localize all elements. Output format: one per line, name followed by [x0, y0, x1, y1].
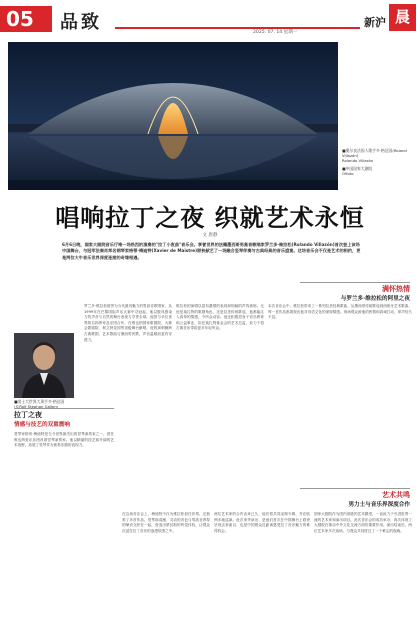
- body-text: 罗兰多·维拉松被誉为当代最具魅力的男高音歌唱家，从1999年在巴黎国际声乐大赛中夺冠起，他以极具感染力的声音与自然的舞台表现力享誉全球。他曾与多位世界知名指挥家及乐团合作，在维也纳国家歌剧院、大都会歌剧院、柯文特花园等顶级舞台献唱。他的演唱横跨古典歌剧、艺术歌曲与墨西哥民歌，声音温暖而富有穿透力。: [84, 304, 172, 342]
- article-title: 唱响拉丁之夜 织就艺术永恒: [55, 204, 365, 232]
- caption-line: ■男士大世界大事手多·格达因: [14, 399, 65, 404]
- theater-illustration: [8, 42, 338, 190]
- section-subheading: 男力士与音乐界深度合作: [348, 502, 410, 508]
- section-name: 品致: [60, 12, 102, 33]
- section-heading: 拉丁之夜: [14, 411, 42, 419]
- hero-photo-theater: [8, 42, 338, 190]
- lead-paragraph: 6月6日晚，国家大剧院音乐厅唯一场热烈的演奏的"拉丁小夜曲"音乐会。享誉世界的法籍墨西哥男高音歌唱家罗兰多·维拉松(Rolando Villazón)首次登上该场中国舞台，与冠军法裔肖邦名钢琴家格蒂·梅迪特(Xavier de Maistre)联袂献艺了一场融合竖琴伴奏与古典经典的音乐盛宴。这场音乐会不仅是艺术的相约，更是两位大牛音乐世界深度连接的奇缘相遇。: [62, 242, 361, 260]
- body-text: 本次音乐会中，维拉松带来了一系列拉美经典歌曲，从墨西哥传统歌谣到西班牙艺术歌曲，每一首作品都展现出他对母语文化的深厚情感。现场观众被他的热情和真诚打动，掌声经久不息。: [268, 304, 412, 320]
- page-number: 05: [0, 6, 52, 32]
- masthead: [0, 0, 420, 53]
- section-heading: 艺术共鸣: [382, 491, 410, 499]
- body-text: 维拉松的演唱以富有激情的表现和细腻的声线著称。无论是莫扎特的歌剧角色，还是拉美传统歌谣，他都能注入真挚的情感，令听众动容。他还积极投身于音乐教育和公益事业，担任莫扎特基金会的艺术总监，致力于将古典音乐带给更多年轻听众。: [176, 304, 264, 331]
- caption-line: ■奥尔良法国人歌手多·格达因(Roland Villazón): [342, 148, 407, 158]
- issue-date: 2025. 07. 14 星期一: [253, 30, 298, 35]
- caption-line: Rolando Villazón: [342, 158, 374, 163]
- section-heading: 满怀热情: [382, 285, 410, 293]
- section-subheading: 与罗兰多·维拉松的阿里之夜: [340, 296, 410, 302]
- caption-line: ■中国国家大剧院: [342, 166, 373, 171]
- body-text: 两位艺术家的合作由来已久，他们曾共同录制专辑，并在欧洲多地巡演。此次来华演出，是他们首次在中国舞台上联袂呈现这套曲目，也是中国观众近距离感受拉丁音乐魅力的难得机会。: [214, 512, 310, 533]
- photo-caption: [342, 148, 414, 176]
- divider: [300, 282, 410, 283]
- singer-portrait-illustration: [14, 333, 74, 398]
- newspaper-logo: [364, 4, 418, 53]
- author-byline: 文 唐静: [202, 233, 218, 238]
- body-text: 竖琴家格蒂·梅迪特是当今世界最杰出的竖琴演奏家之一，曾任维也纳爱乐乐团首席竖琴演奏家。他以精湛的技艺和开阔的艺术视野，拓展了竖琴作为独奏乐器的表现力。: [14, 432, 114, 448]
- caption-line: (©Rolf Stephan Gallery: [14, 404, 59, 409]
- logo-box: 晨报: [389, 4, 416, 31]
- logo-text: 新沪: [364, 16, 386, 29]
- body-text: 国家大剧院作为国内顶级的艺术殿堂，一直致力于引进世界一流的艺术家和演出项目。此次音乐会的成功举办，再次体现了大剧院在推动中外文化交流方面的重要作用。演出结束后，两位艺术家多次返场，与观众共同度过了一个难忘的夜晚。: [314, 512, 412, 533]
- divider: [14, 408, 114, 409]
- body-text: 在这场音乐会上，梅迪特不仅为维拉松担任伴奏，还独奏了多首作品。竖琴那清澈、灵动的音色与男高音浑厚的嗓音交织在一起，营造出梦幻般的听觉体验，让观众沉浸在拉丁音乐的浪漫氛围之中。: [122, 512, 210, 533]
- caption-line: Olfoto: [342, 171, 354, 176]
- header-rule: [115, 27, 360, 29]
- section-subheading: 情感与技艺的双重震响: [14, 422, 70, 428]
- divider: [300, 488, 410, 489]
- portrait-photo: [14, 333, 74, 398]
